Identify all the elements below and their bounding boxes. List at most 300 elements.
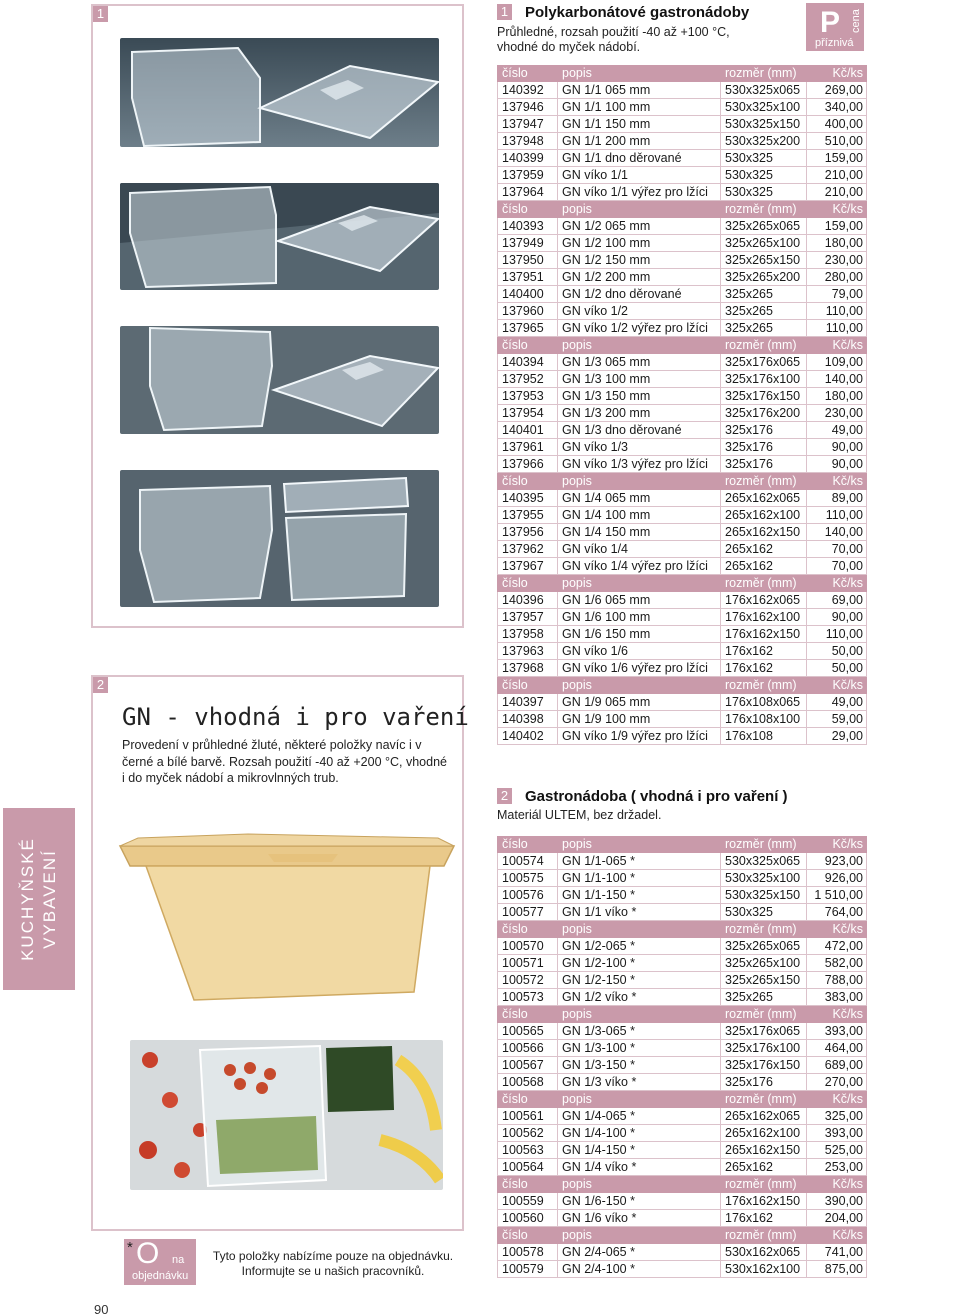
item-description: GN 2/4-065 * (558, 1244, 721, 1261)
item-price: 230,00 (807, 405, 867, 422)
item-dimensions: 265x162x065 (721, 1108, 807, 1125)
item-code: 140400 (498, 286, 558, 303)
item-description: GN 2/4-100 * (558, 1261, 721, 1278)
table-row (498, 626, 867, 643)
order-only-badge (124, 1239, 196, 1285)
header-cell-cislo: číslo (498, 677, 558, 694)
item-dimensions: 325x265 (721, 989, 807, 1006)
table-header-row (498, 473, 867, 490)
header-cell-cislo: číslo (498, 201, 558, 218)
item-dimensions: 265x162x150 (721, 524, 807, 541)
item-price: 90,00 (807, 439, 867, 456)
table-row (498, 1074, 867, 1091)
header-cell-popis: popis (558, 473, 721, 490)
item-code: 137962 (498, 541, 558, 558)
item-code: 140398 (498, 711, 558, 728)
item-price: 689,00 (807, 1057, 867, 1074)
table-row (498, 1244, 867, 1261)
item-description: GN 1/4 065 mm (558, 490, 721, 507)
item-description: GN 1/6 víko * (558, 1210, 721, 1227)
table-row (498, 218, 867, 235)
item-code: 137966 (498, 456, 558, 473)
item-code: 100570 (498, 938, 558, 955)
header-cell-cislo: číslo (498, 1176, 558, 1193)
item-code: 137964 (498, 184, 558, 201)
table-row (498, 252, 867, 269)
item-dimensions: 176x162x150 (721, 626, 807, 643)
gn-cooking-description: Provedení v průhledné žluté, některé položky navíc i v černé a bílé barvě. Rozsah použití -40 až +200 °C, vhodné i do myček nádobí a mikrovlnných trub. (122, 738, 447, 785)
header-cell-kc: Kč/ks (807, 1006, 867, 1023)
header-cell-cislo: číslo (498, 337, 558, 354)
item-description: GN 1/9 100 mm (558, 711, 721, 728)
side-category-tab (3, 808, 75, 990)
item-price: 70,00 (807, 541, 867, 558)
item-dimensions: 530x325x150 (721, 116, 807, 133)
table-row (498, 643, 867, 660)
item-code: 140392 (498, 82, 558, 99)
table-row (498, 1142, 867, 1159)
table-row (498, 303, 867, 320)
header-cell-popis: popis (558, 921, 721, 938)
item-price: 340,00 (807, 99, 867, 116)
header-cell-popis: popis (558, 337, 721, 354)
item-code: 137954 (498, 405, 558, 422)
order-info-text: Tyto položky nabízíme pouze na objednávku. Informujte se u našich pracovníků. (212, 1249, 454, 1278)
header-cell-rozmer: rozměr (mm) (721, 65, 807, 82)
item-dimensions: 176x108x100 (721, 711, 807, 728)
section2-title: Gastronádoba ( vhodná i pro vaření ) (525, 788, 788, 805)
item-price: 49,00 (807, 422, 867, 439)
item-dimensions: 325x176 (721, 1074, 807, 1091)
item-code: 100578 (498, 1244, 558, 1261)
table-header-row (498, 1227, 867, 1244)
polycarbonate-price-table (497, 65, 867, 745)
header-cell-rozmer: rozměr (mm) (721, 836, 807, 853)
table-row (498, 235, 867, 252)
item-description: GN 1/2 200 mm (558, 269, 721, 286)
item-description: GN 1/1-150 * (558, 887, 721, 904)
item-description: GN 1/3 200 mm (558, 405, 721, 422)
item-dimensions: 325x176 (721, 439, 807, 456)
item-description: GN 1/6-150 * (558, 1193, 721, 1210)
table-row (498, 422, 867, 439)
item-code: 140399 (498, 150, 558, 167)
header-cell-popis: popis (558, 836, 721, 853)
item-description: GN 1/9 065 mm (558, 694, 721, 711)
item-description: GN 1/1 065 mm (558, 82, 721, 99)
item-description: GN 1/3 100 mm (558, 371, 721, 388)
item-price: 270,00 (807, 1074, 867, 1091)
item-dimensions: 265x162x100 (721, 1125, 807, 1142)
table-row (498, 711, 867, 728)
item-dimensions: 176x162 (721, 660, 807, 677)
header-cell-popis: popis (558, 1006, 721, 1023)
item-price: 210,00 (807, 167, 867, 184)
item-description: GN 1/2-100 * (558, 955, 721, 972)
table-row (498, 887, 867, 904)
header-cell-cislo: číslo (498, 836, 558, 853)
table-row (498, 490, 867, 507)
item-description: GN 1/3-150 * (558, 1057, 721, 1074)
table-header-row (498, 677, 867, 694)
table-header-row (498, 1176, 867, 1193)
item-dimensions: 325x265x065 (721, 938, 807, 955)
item-dimensions: 530x162x100 (721, 1261, 807, 1278)
item-dimensions: 530x325 (721, 904, 807, 921)
section1-number: 1 (497, 4, 512, 20)
item-code: 100566 (498, 1040, 558, 1057)
item-price: 89,00 (807, 490, 867, 507)
item-code: 137961 (498, 439, 558, 456)
item-price: 230,00 (807, 252, 867, 269)
logo-letter: P (820, 6, 841, 39)
item-dimensions: 325x265 (721, 286, 807, 303)
item-description: GN 1/4 víko * (558, 1159, 721, 1176)
item-code: 100571 (498, 955, 558, 972)
item-description: GN 1/2-065 * (558, 938, 721, 955)
header-cell-kc: Kč/ks (807, 836, 867, 853)
item-price: 923,00 (807, 853, 867, 870)
header-cell-popis: popis (558, 201, 721, 218)
item-code: 140393 (498, 218, 558, 235)
order-only-note (124, 1239, 464, 1285)
item-price: 393,00 (807, 1125, 867, 1142)
item-dimensions: 176x162x100 (721, 609, 807, 626)
item-description: GN víko 1/2 (558, 303, 721, 320)
item-description: GN 1/4-100 * (558, 1125, 721, 1142)
item-code: 137965 (498, 320, 558, 337)
header-cell-cislo: číslo (498, 1091, 558, 1108)
item-code: 100559 (498, 1193, 558, 1210)
item-description: GN 1/3 víko * (558, 1074, 721, 1091)
item-code: 100564 (498, 1159, 558, 1176)
table-row (498, 1261, 867, 1278)
header-cell-rozmer: rozměr (mm) (721, 201, 807, 218)
item-code: 137967 (498, 558, 558, 575)
section2-subtitle: Materiál ULTEM, bez držadel. (497, 808, 662, 822)
item-price: 400,00 (807, 116, 867, 133)
item-code: 140395 (498, 490, 558, 507)
header-cell-popis: popis (558, 65, 721, 82)
side-tab-line2: VYBAVENÍ (40, 849, 59, 949)
item-code: 140397 (498, 694, 558, 711)
header-cell-popis: popis (558, 1091, 721, 1108)
item-dimensions: 325x265x065 (721, 218, 807, 235)
item-code: 137946 (498, 99, 558, 116)
item-code: 100576 (498, 887, 558, 904)
table-row (498, 904, 867, 921)
header-cell-rozmer: rozměr (mm) (721, 575, 807, 592)
table-header-row (498, 575, 867, 592)
item-code: 137963 (498, 643, 558, 660)
table-header-row (498, 836, 867, 853)
item-dimensions: 325x176 (721, 422, 807, 439)
item-code: 100574 (498, 853, 558, 870)
item-description: GN 1/1 150 mm (558, 116, 721, 133)
item-price: 69,00 (807, 592, 867, 609)
section1-subtitle: Průhledné, rozsah použití -40 až +100 °C, vhodné do myček nádobí. (497, 25, 730, 54)
order-star: * (127, 1239, 133, 1256)
item-price: 79,00 (807, 286, 867, 303)
item-dimensions: 265x162 (721, 1159, 807, 1176)
item-description: GN víko 1/4 výřez pro lžíci (558, 558, 721, 575)
item-dimensions: 325x265x100 (721, 235, 807, 252)
food-containers-photo (130, 1040, 443, 1190)
item-dimensions: 325x176x065 (721, 1023, 807, 1040)
table-row (498, 1125, 867, 1142)
item-dimensions: 325x176x065 (721, 354, 807, 371)
item-price: 90,00 (807, 456, 867, 473)
ultem-price-table (497, 836, 867, 1278)
table-row (498, 1193, 867, 1210)
section2-number: 2 (497, 788, 512, 804)
item-dimensions: 530x325x065 (721, 853, 807, 870)
item-price: 510,00 (807, 133, 867, 150)
table-row (498, 558, 867, 575)
item-dimensions: 530x325x150 (721, 887, 807, 904)
table-row (498, 167, 867, 184)
item-dimensions: 325x265x150 (721, 972, 807, 989)
item-price: 1 510,00 (807, 887, 867, 904)
item-description: GN víko 1/1 (558, 167, 721, 184)
table-row (498, 320, 867, 337)
item-price: 472,00 (807, 938, 867, 955)
item-price: 253,00 (807, 1159, 867, 1176)
item-price: 210,00 (807, 184, 867, 201)
item-description: GN 1/6 150 mm (558, 626, 721, 643)
item-dimensions: 325x265 (721, 303, 807, 320)
table-row (498, 728, 867, 745)
table-row (498, 405, 867, 422)
item-price: 269,00 (807, 82, 867, 99)
item-code: 100562 (498, 1125, 558, 1142)
item-description: GN víko 1/1 výřez pro lžíci (558, 184, 721, 201)
item-code: 100563 (498, 1142, 558, 1159)
item-price: 764,00 (807, 904, 867, 921)
header-cell-kc: Kč/ks (807, 1176, 867, 1193)
header-cell-popis: popis (558, 1176, 721, 1193)
header-cell-rozmer: rozměr (mm) (721, 1176, 807, 1193)
gn-1-3-photo (120, 326, 439, 434)
table-row (498, 354, 867, 371)
item-dimensions: 325x176x200 (721, 405, 807, 422)
item-description: GN 1/2 dno děrované (558, 286, 721, 303)
item-description: GN víko 1/3 výřez pro lžíci (558, 456, 721, 473)
table-header-row (498, 1006, 867, 1023)
item-description: GN 1/1 dno děrované (558, 150, 721, 167)
header-cell-popis: popis (558, 677, 721, 694)
header-cell-rozmer: rozměr (mm) (721, 473, 807, 490)
item-price: 788,00 (807, 972, 867, 989)
order-objednavku-text: objednávku (132, 1270, 189, 1282)
table-row (498, 870, 867, 887)
item-price: 159,00 (807, 218, 867, 235)
item-code: 137953 (498, 388, 558, 405)
item-description: GN 1/3-100 * (558, 1040, 721, 1057)
item-price: 393,00 (807, 1023, 867, 1040)
table-header-row (498, 201, 867, 218)
header-cell-cislo: číslo (498, 575, 558, 592)
item-dimensions: 265x162x150 (721, 1142, 807, 1159)
item-description: GN 1/1-065 * (558, 853, 721, 870)
item-dimensions: 265x162 (721, 558, 807, 575)
box2-number: 2 (93, 677, 108, 693)
item-dimensions: 530x325 (721, 150, 807, 167)
item-dimensions: 325x265x100 (721, 955, 807, 972)
item-dimensions: 530x325x100 (721, 99, 807, 116)
header-cell-rozmer: rozměr (mm) (721, 677, 807, 694)
item-description: GN 1/1 100 mm (558, 99, 721, 116)
item-price: 741,00 (807, 1244, 867, 1261)
item-price: 140,00 (807, 371, 867, 388)
item-code: 100573 (498, 989, 558, 1006)
item-price: 110,00 (807, 507, 867, 524)
item-description: GN 1/2 100 mm (558, 235, 721, 252)
item-description: GN 1/3 065 mm (558, 354, 721, 371)
item-description: GN 1/3 dno děrované (558, 422, 721, 439)
table-header-row (498, 337, 867, 354)
header-cell-kc: Kč/ks (807, 337, 867, 354)
header-cell-cislo: číslo (498, 65, 558, 82)
item-price: 50,00 (807, 643, 867, 660)
table-row (498, 989, 867, 1006)
header-cell-kc: Kč/ks (807, 201, 867, 218)
header-cell-kc: Kč/ks (807, 921, 867, 938)
item-description: GN 1/2-150 * (558, 972, 721, 989)
item-price: 110,00 (807, 303, 867, 320)
item-code: 137960 (498, 303, 558, 320)
item-dimensions: 325x176x150 (721, 388, 807, 405)
item-dimensions: 325x176x150 (721, 1057, 807, 1074)
item-code: 137952 (498, 371, 558, 388)
item-dimensions: 325x176 (721, 456, 807, 473)
table-row (498, 116, 867, 133)
item-description: GN 1/2 150 mm (558, 252, 721, 269)
item-price: 109,00 (807, 354, 867, 371)
item-dimensions: 176x162 (721, 1210, 807, 1227)
header-cell-kc: Kč/ks (807, 1091, 867, 1108)
item-price: 29,00 (807, 728, 867, 745)
item-description: GN 1/4 100 mm (558, 507, 721, 524)
item-code: 100575 (498, 870, 558, 887)
item-description: GN 1/4-150 * (558, 1142, 721, 1159)
item-price: 110,00 (807, 320, 867, 337)
item-code: 100561 (498, 1108, 558, 1125)
item-price: 325,00 (807, 1108, 867, 1125)
item-price: 59,00 (807, 711, 867, 728)
item-code: 137968 (498, 660, 558, 677)
item-code: 137957 (498, 609, 558, 626)
section1-title: Polykarbonátové gastronádoby (525, 4, 750, 21)
item-code: 137949 (498, 235, 558, 252)
item-price: 70,00 (807, 558, 867, 575)
header-cell-kc: Kč/ks (807, 65, 867, 82)
item-code: 100568 (498, 1074, 558, 1091)
item-description: GN 1/6 065 mm (558, 592, 721, 609)
item-code: 140402 (498, 728, 558, 745)
item-description: GN 1/6 100 mm (558, 609, 721, 626)
item-price: 180,00 (807, 388, 867, 405)
table-row (498, 694, 867, 711)
item-dimensions: 325x265x200 (721, 269, 807, 286)
item-code: 137958 (498, 626, 558, 643)
item-price: 525,00 (807, 1142, 867, 1159)
header-cell-rozmer: rozměr (mm) (721, 337, 807, 354)
header-cell-kc: Kč/ks (807, 677, 867, 694)
table-row (498, 592, 867, 609)
item-code: 137955 (498, 507, 558, 524)
item-code: 100572 (498, 972, 558, 989)
item-description: GN víko 1/4 (558, 541, 721, 558)
header-cell-cislo: číslo (498, 1227, 558, 1244)
item-dimensions: 530x325x100 (721, 870, 807, 887)
table-row (498, 1040, 867, 1057)
header-cell-rozmer: rozměr (mm) (721, 921, 807, 938)
item-price: 159,00 (807, 150, 867, 167)
table-row (498, 955, 867, 972)
header-cell-cislo: číslo (498, 473, 558, 490)
header-cell-rozmer: rozměr (mm) (721, 1227, 807, 1244)
table-row (498, 133, 867, 150)
item-dimensions: 325x176x100 (721, 371, 807, 388)
header-cell-cislo: číslo (498, 1006, 558, 1023)
logo-cena-text: cena (850, 9, 862, 33)
item-price: 390,00 (807, 1193, 867, 1210)
item-price: 875,00 (807, 1261, 867, 1278)
item-price: 464,00 (807, 1040, 867, 1057)
table-header-row (498, 921, 867, 938)
box1-number: 1 (93, 6, 108, 22)
item-dimensions: 176x162 (721, 643, 807, 660)
item-dimensions: 176x108 (721, 728, 807, 745)
price-favorable-logo (806, 3, 864, 51)
order-na-text: na (172, 1254, 185, 1266)
item-code: 140401 (498, 422, 558, 439)
header-cell-rozmer: rozměr (mm) (721, 1091, 807, 1108)
item-code: 137950 (498, 252, 558, 269)
order-letter: O (136, 1237, 160, 1270)
gn-1-4-photo (120, 470, 439, 607)
item-price: 180,00 (807, 235, 867, 252)
item-description: GN 1/2 víko * (558, 989, 721, 1006)
item-price: 204,00 (807, 1210, 867, 1227)
table-header-row (498, 65, 867, 82)
table-header-row (498, 1091, 867, 1108)
item-description: GN 1/3-065 * (558, 1023, 721, 1040)
item-description: GN 1/4-065 * (558, 1108, 721, 1125)
table-row (498, 371, 867, 388)
table-row (498, 853, 867, 870)
header-cell-kc: Kč/ks (807, 575, 867, 592)
table-row (498, 150, 867, 167)
item-code: 100567 (498, 1057, 558, 1074)
table-row (498, 1057, 867, 1074)
table-row (498, 1210, 867, 1227)
item-price: 110,00 (807, 626, 867, 643)
item-dimensions: 530x325 (721, 184, 807, 201)
item-dimensions: 176x162x065 (721, 592, 807, 609)
item-dimensions: 176x108x065 (721, 694, 807, 711)
table-row (498, 82, 867, 99)
item-description: GN víko 1/9 výřez pro lžíci (558, 728, 721, 745)
header-cell-cislo: číslo (498, 921, 558, 938)
item-dimensions: 530x325 (721, 167, 807, 184)
item-description: GN víko 1/6 výřez pro lžíci (558, 660, 721, 677)
item-code: 140394 (498, 354, 558, 371)
table-row (498, 269, 867, 286)
table-row (498, 456, 867, 473)
page-number: 90 (94, 1302, 109, 1316)
